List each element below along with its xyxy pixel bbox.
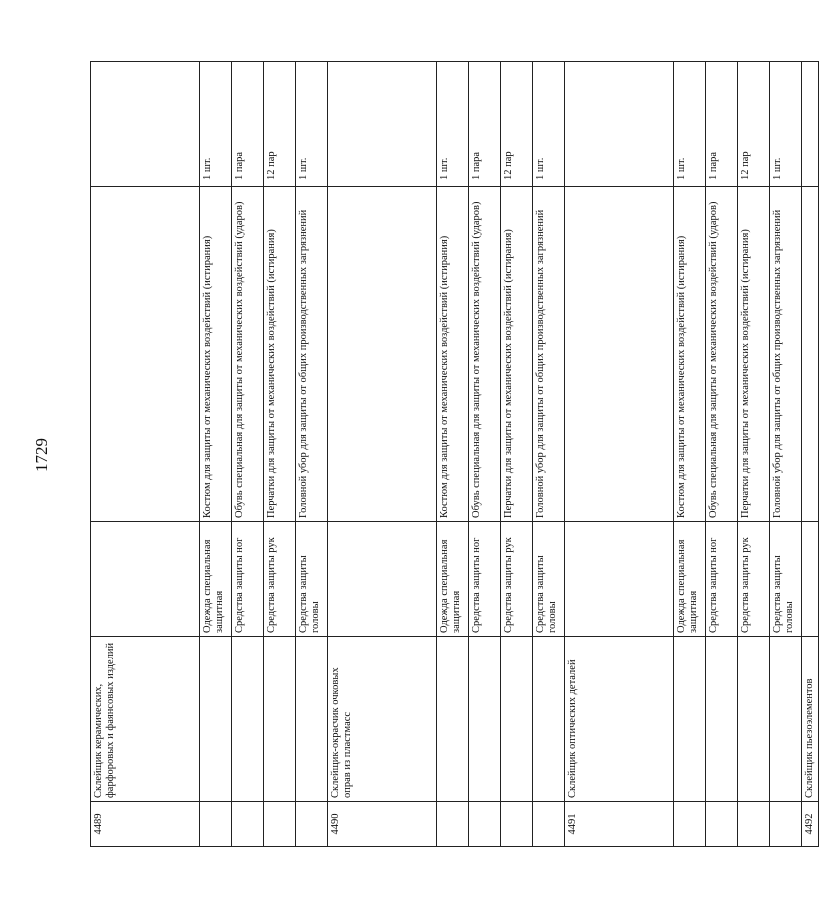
ppe-item: Перчатки для защиты от механических воздействий (истирания) bbox=[501, 187, 533, 522]
table-row bbox=[706, 62, 738, 847]
ppe-category: Средства защиты рук bbox=[738, 522, 770, 637]
profession-name: Склейщик пьезоэлементов bbox=[802, 637, 819, 802]
profession-row bbox=[802, 62, 819, 847]
ppe-item: Головной убор для защиты от общих производственных загрязнений bbox=[296, 187, 328, 522]
ppe-category: Средства защиты головы bbox=[533, 522, 565, 637]
ppe-quantity: 1 шт. bbox=[437, 62, 469, 187]
profession-number: 4490 bbox=[328, 802, 437, 847]
table-row bbox=[533, 62, 565, 847]
ppe-item: Перчатки для защиты от механических воздействий (истирания) bbox=[264, 187, 296, 522]
table-row bbox=[437, 62, 469, 847]
ppe-item: Перчатки для защиты от механических воздействий (истирания) bbox=[738, 187, 770, 522]
ppe-category: Средства защиты головы bbox=[296, 522, 328, 637]
ppe-quantity: 12 пар bbox=[501, 62, 533, 187]
ppe-category: Средства защиты ног bbox=[232, 522, 264, 637]
table-row bbox=[501, 62, 533, 847]
profession-name: Склейщик-окрасчик очковых оправ из пластмасс bbox=[328, 637, 437, 802]
ppe-quantity bbox=[91, 62, 200, 187]
ppe-quantity: 1 шт. bbox=[770, 62, 802, 187]
profession-number bbox=[533, 802, 565, 847]
profession-name bbox=[296, 637, 328, 802]
ppe-quantity: 12 пар bbox=[264, 62, 296, 187]
ppe-quantity bbox=[565, 62, 674, 187]
profession-name bbox=[200, 637, 232, 802]
profession-row bbox=[328, 62, 437, 847]
ppe-category: Одежда специальная защитная bbox=[437, 522, 469, 637]
profession-name bbox=[469, 637, 501, 802]
ppe-category bbox=[328, 522, 437, 637]
ppe-category: Средства защиты ног bbox=[469, 522, 501, 637]
table-row bbox=[770, 62, 802, 847]
profession-name bbox=[674, 637, 706, 802]
table-row bbox=[200, 62, 232, 847]
ppe-item: Головной убор для защиты от общих производственных загрязнений bbox=[533, 187, 565, 522]
ppe-quantity bbox=[802, 62, 819, 187]
page-number: 1729 bbox=[32, 438, 51, 472]
profession-number: 4491 bbox=[565, 802, 674, 847]
table-row bbox=[296, 62, 328, 847]
ppe-item: Костюм для защиты от механических воздействий (истирания) bbox=[200, 187, 232, 522]
ppe-category: Средства защиты рук bbox=[501, 522, 533, 637]
ppe-item bbox=[565, 187, 674, 522]
table-row bbox=[232, 62, 264, 847]
ppe-table bbox=[90, 61, 819, 847]
ppe-item bbox=[91, 187, 200, 522]
ppe-quantity: 1 пара bbox=[706, 62, 738, 187]
ppe-quantity bbox=[328, 62, 437, 187]
profession-number: 4492 bbox=[802, 802, 819, 847]
ppe-category: Средства защиты ног bbox=[706, 522, 738, 637]
profession-number bbox=[469, 802, 501, 847]
profession-row bbox=[91, 62, 200, 847]
profession-number bbox=[674, 802, 706, 847]
ppe-item: Костюм для защиты от механических воздействий (истирания) bbox=[674, 187, 706, 522]
profession-number: 4489 bbox=[91, 802, 200, 847]
profession-name bbox=[706, 637, 738, 802]
profession-name bbox=[770, 637, 802, 802]
ppe-quantity: 1 шт. bbox=[296, 62, 328, 187]
ppe-item: Головной убор для защиты от общих производственных загрязнений bbox=[770, 187, 802, 522]
ppe-quantity: 1 шт. bbox=[533, 62, 565, 187]
ppe-item: Обувь специальная для защиты от механических воздействий (ударов) bbox=[469, 187, 501, 522]
profession-number bbox=[264, 802, 296, 847]
profession-name bbox=[437, 637, 469, 802]
ppe-item bbox=[802, 187, 819, 522]
table-row bbox=[738, 62, 770, 847]
profession-name bbox=[232, 637, 264, 802]
rotated-table-container bbox=[90, 62, 815, 847]
profession-number bbox=[770, 802, 802, 847]
profession-name bbox=[738, 637, 770, 802]
ppe-category: Средства защиты головы bbox=[770, 522, 802, 637]
profession-name: Склейщик оптических деталей bbox=[565, 637, 674, 802]
ppe-quantity: 1 пара bbox=[232, 62, 264, 187]
profession-name bbox=[264, 637, 296, 802]
ppe-category bbox=[565, 522, 674, 637]
profession-name bbox=[533, 637, 565, 802]
ppe-item bbox=[328, 187, 437, 522]
profession-name: Склейщик керамических, фарфоровых и фаянсовых изделий bbox=[91, 637, 200, 802]
ppe-item: Костюм для защиты от механических воздействий (истирания) bbox=[437, 187, 469, 522]
profession-number bbox=[437, 802, 469, 847]
ppe-category bbox=[802, 522, 819, 637]
profession-number bbox=[501, 802, 533, 847]
table-row bbox=[469, 62, 501, 847]
profession-number bbox=[200, 802, 232, 847]
ppe-category: Средства защиты рук bbox=[264, 522, 296, 637]
ppe-quantity: 1 пара bbox=[469, 62, 501, 187]
ppe-category: Одежда специальная защитная bbox=[674, 522, 706, 637]
profession-number bbox=[232, 802, 264, 847]
ppe-quantity: 1 шт. bbox=[674, 62, 706, 187]
ppe-category: Одежда специальная защитная bbox=[200, 522, 232, 637]
profession-row bbox=[565, 62, 674, 847]
profession-number bbox=[296, 802, 328, 847]
table-body bbox=[91, 62, 819, 847]
profession-number bbox=[738, 802, 770, 847]
ppe-category bbox=[91, 522, 200, 637]
ppe-item: Обувь специальная для защиты от механических воздействий (ударов) bbox=[706, 187, 738, 522]
profession-name bbox=[501, 637, 533, 802]
ppe-quantity: 12 пар bbox=[738, 62, 770, 187]
profession-number bbox=[706, 802, 738, 847]
table-row bbox=[674, 62, 706, 847]
table-row bbox=[264, 62, 296, 847]
ppe-item: Обувь специальная для защиты от механических воздействий (ударов) bbox=[232, 187, 264, 522]
ppe-quantity: 1 шт. bbox=[200, 62, 232, 187]
